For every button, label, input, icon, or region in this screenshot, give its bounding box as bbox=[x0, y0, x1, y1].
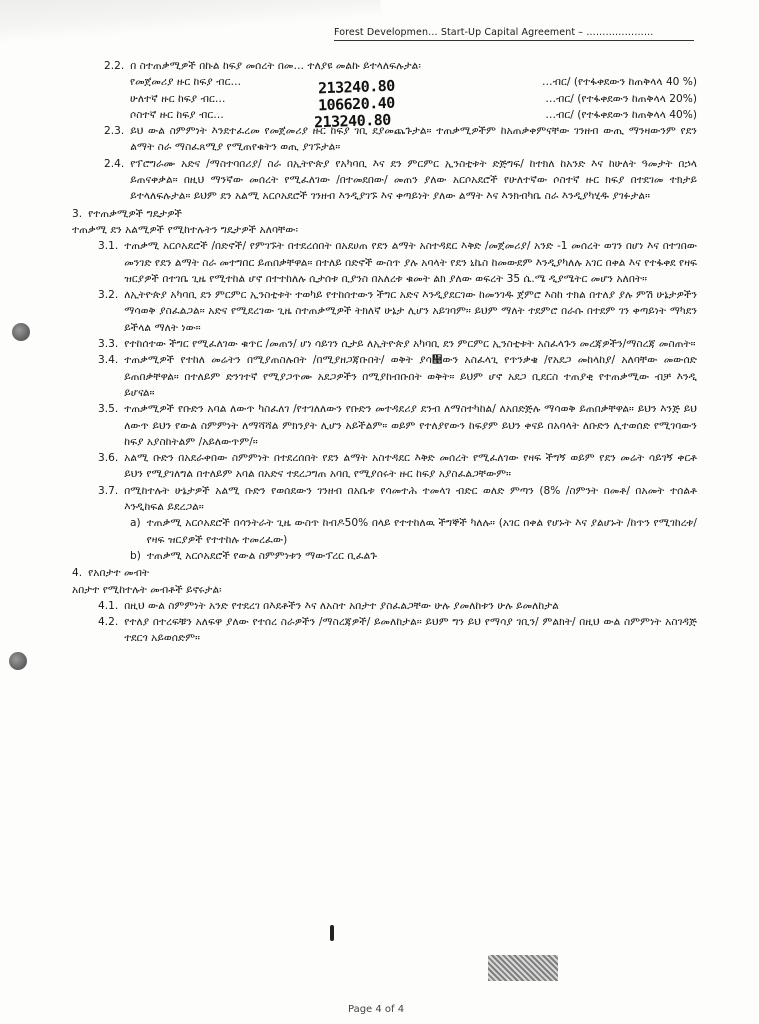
handwritten-amount-second: 106620.40 bbox=[317, 93, 396, 115]
clause-3-7-b: b) ተጠቃሚ አርሶአደሮች የውል ስምምነቱን ማውፕረር ቢፈልጉ bbox=[130, 549, 378, 562]
clause-3-7: 3.7. በሚከተሉት ሁኔታዎች አልሚ ቡድን የወሰደውን ገንዘብ በአቤቱ የሳመተሕ ተመላገ ብድር ወለድ ምጣን (8% /ስምንት በመቶ/ በአመት ተሰልቶ እንዲከፍል ይደረጋል። bbox=[98, 484, 697, 514]
clause-4-2: 4.2. የተለያ በተረፍቹን አለፍዋ ያለው የተሰረ ስራዎችን /ማስረጃዎች/ ይመለከታል። ይህም ግን ይህ የማሳያ ገቢን/ ምልክት/ በዚህ ውል ስምምነት አስገዳጅ ተደርጎ አይወሰድም። bbox=[98, 616, 697, 645]
clause-4-1: 4.1. በዚህ ውል ስምምነት አንድ የተደረገ በእደቶችን እና ለአስተ አበታተ ያስፈልጋቸው ሁሉ ያመለከቱን ሁሉ ይመለከታል bbox=[98, 599, 559, 612]
clause-3-6: 3.6. አልሚ ቡድን በአደራቀበው ስምምነት በተደረሰበት የደን ልማት አስተዳደር እቅድ መሰረት የሚፈለገው የዛፍ ችግኝ ወይም የደን መሬት ሳይገኝ ቀርቶ ይህን የሚያገለግል በተለይም አባል በአድና ተደረጋግጠ አባቢ የሚያሰሩት ዙር ከፍያ አያስፈልጋቸውም። bbox=[98, 452, 697, 481]
section-4-intro: አበታተ የሚከተሉት መብቶች ይኖሩታል፡ bbox=[72, 583, 222, 596]
document-body bbox=[72, 58, 697, 647]
handwritten-amount-third: 213240.80 bbox=[313, 110, 392, 132]
section-3-heading: 3. የተጠቃሚዎች ግዴታዎች bbox=[72, 207, 183, 220]
stamp-mark bbox=[488, 955, 558, 981]
clause-3-2: 3.2. ለኢትዮጵያ አካባቢ ደን ምርምር ኢንስቲቱት ተወካይ የተከሰተውን ችግር አድና እንዲያደርገው ከመንገዱ ጀምሮ እስከ ተክል በተለያ ያሉ ምሽ ሁኔታዎችን ማሳወቅ ያስፈልጋል። አድና የሚደረገው ጊዜ ስተጠቃሚዎች ትክለኛ ሁኔታ ሊሆን አይገባም። ይህም ማለት ተደምሮ በራሱ በተደም ገን ቀጣይነት ማካደን ይችላል ማለት ነው። bbox=[98, 289, 697, 334]
punch-hole-icon bbox=[12, 323, 30, 341]
page-fold-shadow bbox=[0, 0, 382, 47]
clause-3-1: 3.1. ተጠቃሚ አርሶአደሮች /በድኖች/ የምገኙት በተደረሰበት በአደሀጠ የደን ልማት አስተዳደር እቅድ /መጀመሪያ/ አንድ -1 መሰረት ወገን በሆነ እና በተገበው መንገድ የደን ልማት ስራ መተግበር ይጠበቃቸዋል። በተለይ በድኖች ውስጥ ያሉ አባላት የደን ኒኬስ ከመውደም እንዲያካለሉ አገር በቀል እና የተፋቀደ የዛፍ ዝርያዎች በተገቤ ጊዜ የሚተከል ሆኖ በተተከለሉ ሲታሰቱ ቢያንስ በአለረቱ ቁመት ልክ ያለው ወፍረት 35 ሴ.ሜ ዲያሜትር መሆን አለበት። bbox=[98, 240, 697, 285]
clause-3-4: 3.4. ተጠቃሚዎች የተከለ መሬትን በሚያጠስሉበት /በሚያዘጋጃቡበት/ ወቅት ያሳ኉ውን አስፈላጊ የጥንቃቄ /የአደጋ መከላከያ/ አለባቸው መውሰድ ይጠበቃቸዋል። በተለይም ድንገተኛ የሚያጋጥሙ አደጋዎችን በሚያከብቡበት ወቅት። ይህም ሆኖ አደጋ ቢደርስ ተጠያቂ የተጠቃሚው ብቻ እንዲ ይሆናል። bbox=[98, 354, 697, 399]
pen-mark bbox=[330, 925, 334, 941]
page-number: Page 4 of 4 bbox=[348, 1004, 405, 1015]
section-4-heading: 4. የአበታተ መብት bbox=[72, 567, 150, 580]
punch-hole-icon bbox=[9, 652, 27, 670]
installment-second: ሁለተኛ ዙር ከፍያ ብር… …ብር/ (የተፋቀደውን ከጠቅላላ 20%) bbox=[130, 92, 697, 105]
clause-2-4: 2.4. የፕሮግራሙ አድና /ማስተባበሪያ/ ስራ በኢትዮጵያ የአካባቢ እና ደን ምርምር ኢንስቲቱት ድጅግፍ/ ከተክለ ከአንድ እና ከሁለት ዓመታት በኃላ ይጠናቀቃል። በዚህ ማንኛው መሰረት የሚፈለገው /በተመደበው/ መጠን ያለው አርሶአደሮች የሁለተኛው ሶስተኛ ዙር ክፍያ በተደገመ ተክታይ ይተላለፍሉታል። ይህም ደን አልሚ አርሶአደሮች ገንዘብ እንዲያገኙ እና ቀጣይነት ያለው ልማት እና እንክብካቤ ስራ እንዲያካሂዱ ያገፉታል። bbox=[104, 157, 697, 203]
clause-3-7-a: a) ተጠቃሚ አርሶአደሮች በሳንትራት ጊዜ ውስጥ ከብዶ50% በላይ የተተከለዉ ችግኞች ካለሉ። (አገር በቀል የሆኑት እና ያልሆኑት /ከጥን የሚገከረቱ/ የዛፍ ዝርያዎች የተተከሉ ተመረፈው) bbox=[130, 517, 697, 546]
handwritten-amount-first: 213240.80 bbox=[317, 76, 396, 98]
clause-3-5: 3.5. ተጠቃሚዎች የቡድን አባል ለውጥ ካስፈለገ /የተገለለውን የቡድን መተዳደሪያ ደንብ ለማስተካከል/ ለአበድጅሉ ማሳወቅ ይጠበቃቸዋል። ይህን እንጅ ይህ ለውጥ ይህን የውል ስምምነት ለማሻሻል ምክንያት ሊሆን አይችልም። ወይም የተለያየውን ከፍያም ይህን ቀናይ በአባላት ለቡድን ሊተወሰድ የሚገባውን ከፍያ አያስከትልም /አይለውጥም/። bbox=[98, 403, 697, 448]
clause-3-3: 3.3. የተከሰተው ችግር የሚፈለገው ቁጥር /መጠን/ ሆነ ሳይገን ሲታይ ለኢትዮጵያ አካባቢ ደን ምርምር ኢንስቲቱት አስፈላጉን መረጃዎችን/ማስረጃ መስጠት። bbox=[98, 338, 696, 351]
running-header: Forest Developmen… Start-Up Capital Agreement – ………………… bbox=[334, 27, 694, 41]
installment-third: ሶስተኛ ዙር ከፍያ ብር… …ብር/ (የተፋቀደውን ከጠቅላላ 40%) bbox=[130, 108, 697, 121]
section-3-intro: ተጠቃሚ ደን አልሚዎች የሚከተሉትን ግዴታዎች አለባቸው፡ bbox=[72, 223, 298, 236]
installment-first: የመጀመሪያ ዙር ከፍያ ብር… …ብር/ (የተፋቀደውን ከጠቅላላ 40 %) bbox=[130, 76, 697, 89]
clause-2-2: 2.2. በ ስተጠቃሚዎች በኩል ከፍያ መሰረት በመ… ተለያዩ መልኩ ይተላለፍሉታል፡ bbox=[104, 60, 421, 72]
clause-2-3: 2.3. ይህ ውል ስምምነት እንደተፈረመ የመጀመሪያ ዙር ከፍያ ገቢ ደያመጨጉታል። ተጠቃሚዎችም ከአጠቃቀምናቸው ገንዘብ ውጢ ማንዛውንም የደን ልማት ስራ ማስፈጸሚያ የሚጠየቁትን ወጢ ያገኙታል። bbox=[104, 125, 697, 154]
